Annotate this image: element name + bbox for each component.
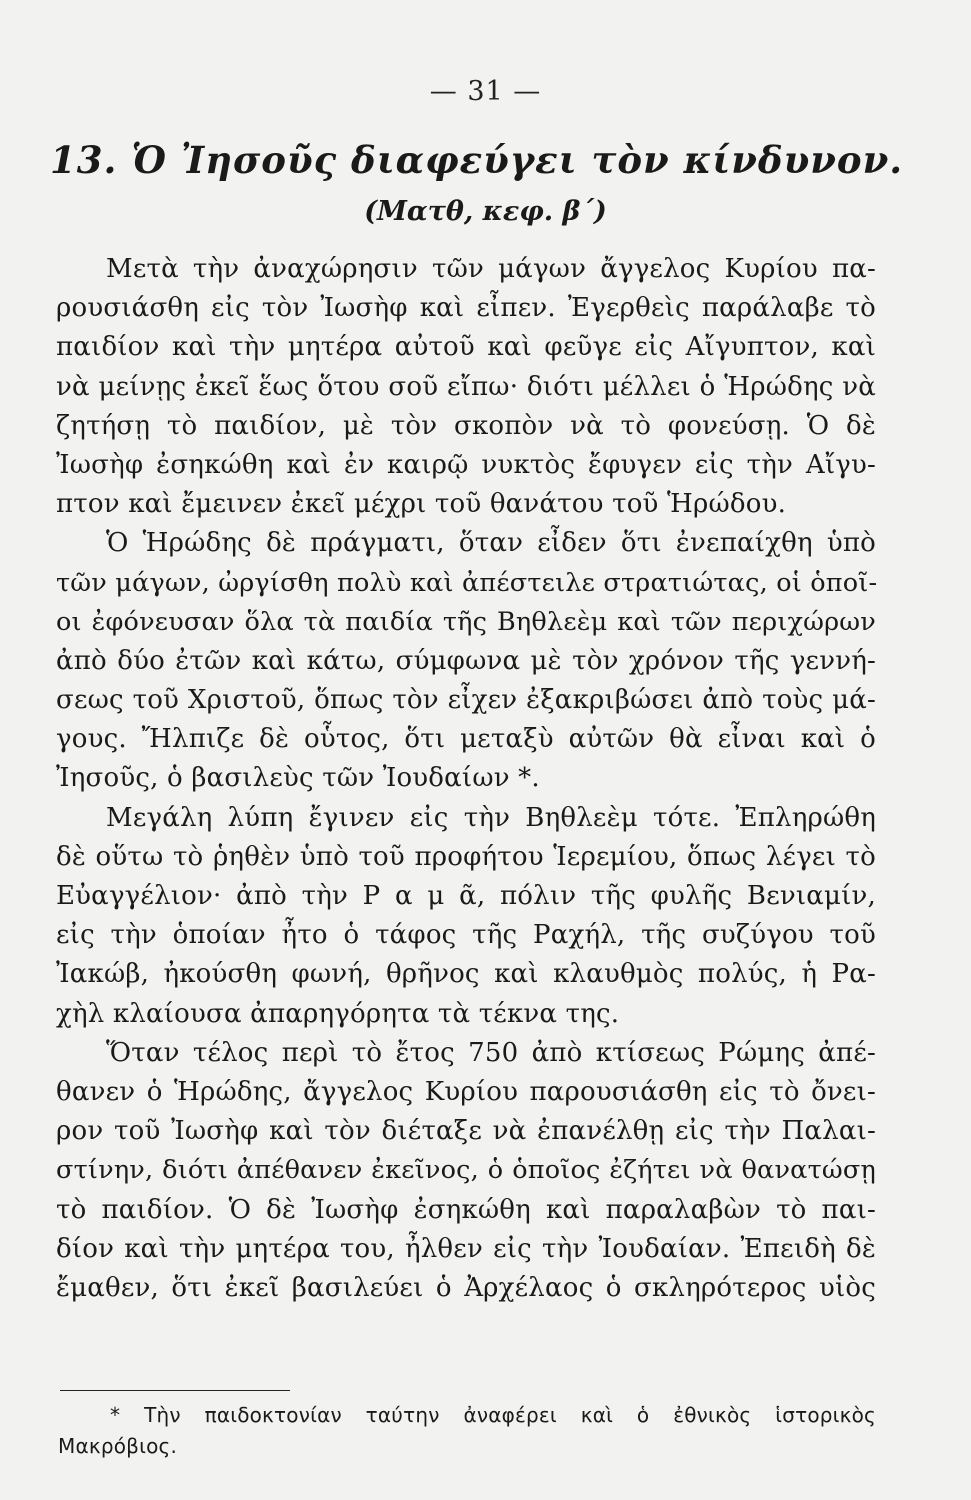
footnote-line: Μακρόβιος. <box>58 1434 178 1458</box>
text-line: ἀπὸ δύο ἐτῶν καὶ κάτω, σύμφωνα μὲ τὸν χρόνον τῆς γεννή- <box>56 645 876 676</box>
chapter-heading <box>50 138 930 182</box>
footnote-divider <box>60 1390 290 1391</box>
body-text <box>56 250 876 1308</box>
text-line: νὰ μείνῃς ἐκεῖ ἕως ὅτου σοῦ εἴπω· διότι μέλλει ὁ Ἡρώδης νὰ <box>56 371 876 402</box>
text-line: τὸ παιδίον. Ὁ δὲ Ἰωσὴφ ἐσηκώθη καὶ παραλαβὼν τὸ παι- <box>56 1194 876 1225</box>
page-number: — 31 — <box>429 76 542 107</box>
chapter-number: 13. <box>50 138 118 182</box>
chapter-reference: (Ματθ, κεφ. β΄) <box>364 196 607 227</box>
footnote-line: * Τὴν παιδοκτονίαν ταύτην ἀναφέρει καὶ ὁ ἐθνικὸς ἱστορικὸς <box>110 1403 876 1427</box>
footnote <box>58 1400 876 1462</box>
text-line: πτον καὶ ἔμεινεν ἐκεῖ μέχρι τοῦ θανάτου τοῦ Ἡρώδου. <box>56 489 787 520</box>
text-line: σεως τοῦ Χριστοῦ, ὅπως τὸν εἶχεν ἐξακριβώσει ἀπὸ τοὺς μά- <box>56 685 876 716</box>
text-line: Μεγάλη λύπη ἔγινεν εἰς τὴν Βηθλεὲμ τότε. Ἐπληρώθη <box>106 802 876 833</box>
text-line: Ἰησοῦς, ὁ βασιλεὺς τῶν Ἰουδαίων *. <box>56 763 540 794</box>
text-line: ρουσιάσθη εἰς τὸν Ἰωσὴφ καὶ εἶπεν. Ἐγερθεὶς παράλαβε τὸ <box>56 293 876 324</box>
text-line: Εὐαγγέλιον· ἀπὸ τὴν Ρ α μ ᾶ, πόλιν τῆς φυλῆς Βενιαμίν, <box>56 881 876 911</box>
text-line: Ὁ Ἡρώδης δὲ πράγματι, ὅταν εἶδεν ὅτι ἐνεπαίχθη ὑπὸ <box>106 528 876 559</box>
text-line: ἔμαθεν, ὅτι ἐκεῖ βασιλεύει ὁ Ἀρχέλαος ὁ σκληρότερος υἱὸς <box>56 1272 876 1303</box>
text-line: Μετὰ τὴν ἀναχώρησιν τῶν μάγων ἄγγελος Κυρίου πα- <box>106 254 876 284</box>
text-line: παιδίον καὶ τὴν μητέρα αὐτοῦ καὶ φεῦγε εἰς Αἴγυπτον, καὶ <box>56 332 876 363</box>
text-line: Ἰωσὴφ ἐσηκώθη καὶ ἐν καιρῷ νυκτὸς ἔφυγεν εἰς τὴν Αἴγυ- <box>56 449 876 480</box>
text-line: οι ἐφόνευσαν ὅλα τὰ παιδία τῆς Βηθλεὲμ καὶ τῶν περιχώρων <box>56 606 876 637</box>
text-line: Ὅταν τέλος περὶ τὸ ἔτος 750 ἀπὸ κτίσεως Ρώμης ἀπέ- <box>106 1037 876 1068</box>
text-line: ρον τοῦ Ἰωσὴφ καὶ τὸν διέταξε νὰ ἐπανέλθῃ εἰς τὴν Παλαι- <box>56 1116 876 1147</box>
text-line: θανεν ὁ Ἡρώδης, ἄγγελος Κυρίου παρουσιάσθη εἰς τὸ ὄνει- <box>56 1076 876 1107</box>
text-line: εἰς τὴν ὁποίαν ἦτο ὁ τάφος τῆς Ραχήλ, τῆς συζύγου τοῦ <box>56 920 876 951</box>
text-line: χὴλ κλαίουσα ἀπαρηγόρητα τὰ τέκνα της. <box>56 998 620 1029</box>
text-line: ζητήσῃ τὸ παιδίον, μὲ τὸν σκοπὸν νὰ τὸ φονεύσῃ. Ὁ δὲ <box>56 410 876 441</box>
text-line: τῶν μάγων, ὠργίσθη πολὺ καὶ ἀπέστειλε στρατιώτας, οἱ ὁποῖ- <box>56 567 878 598</box>
text-line: γους. Ἤλπιζε δὲ οὗτος, ὅτι μεταξὺ αὐτῶν θὰ εἶναι καὶ ὁ <box>56 724 876 755</box>
text-line: Ἰακώβ, ἠκούσθη φωνή, θρῆνος καὶ κλαυθμὸς πολύς, ἡ Ρα- <box>56 959 876 990</box>
text-line: δίον καὶ τὴν μητέρα του, ἦλθεν εἰς τὴν Ἰουδαίαν. Ἐπειδὴ δὲ <box>56 1233 876 1264</box>
text-line: στίνην, διότι ἀπέθανεν ἐκεῖνος, ὁ ὁποῖος ἐζήτει νὰ θανατώσῃ <box>56 1155 876 1186</box>
text-line: δὲ οὕτω τὸ ῥηθὲν ὑπὸ τοῦ προφήτου Ἱερεμίου, ὅπως λέγει τὸ <box>56 841 876 872</box>
chapter-title: Ὁ Ἰησοῦς διαφεύγει τὸν κίνδυνον. <box>131 138 904 182</box>
